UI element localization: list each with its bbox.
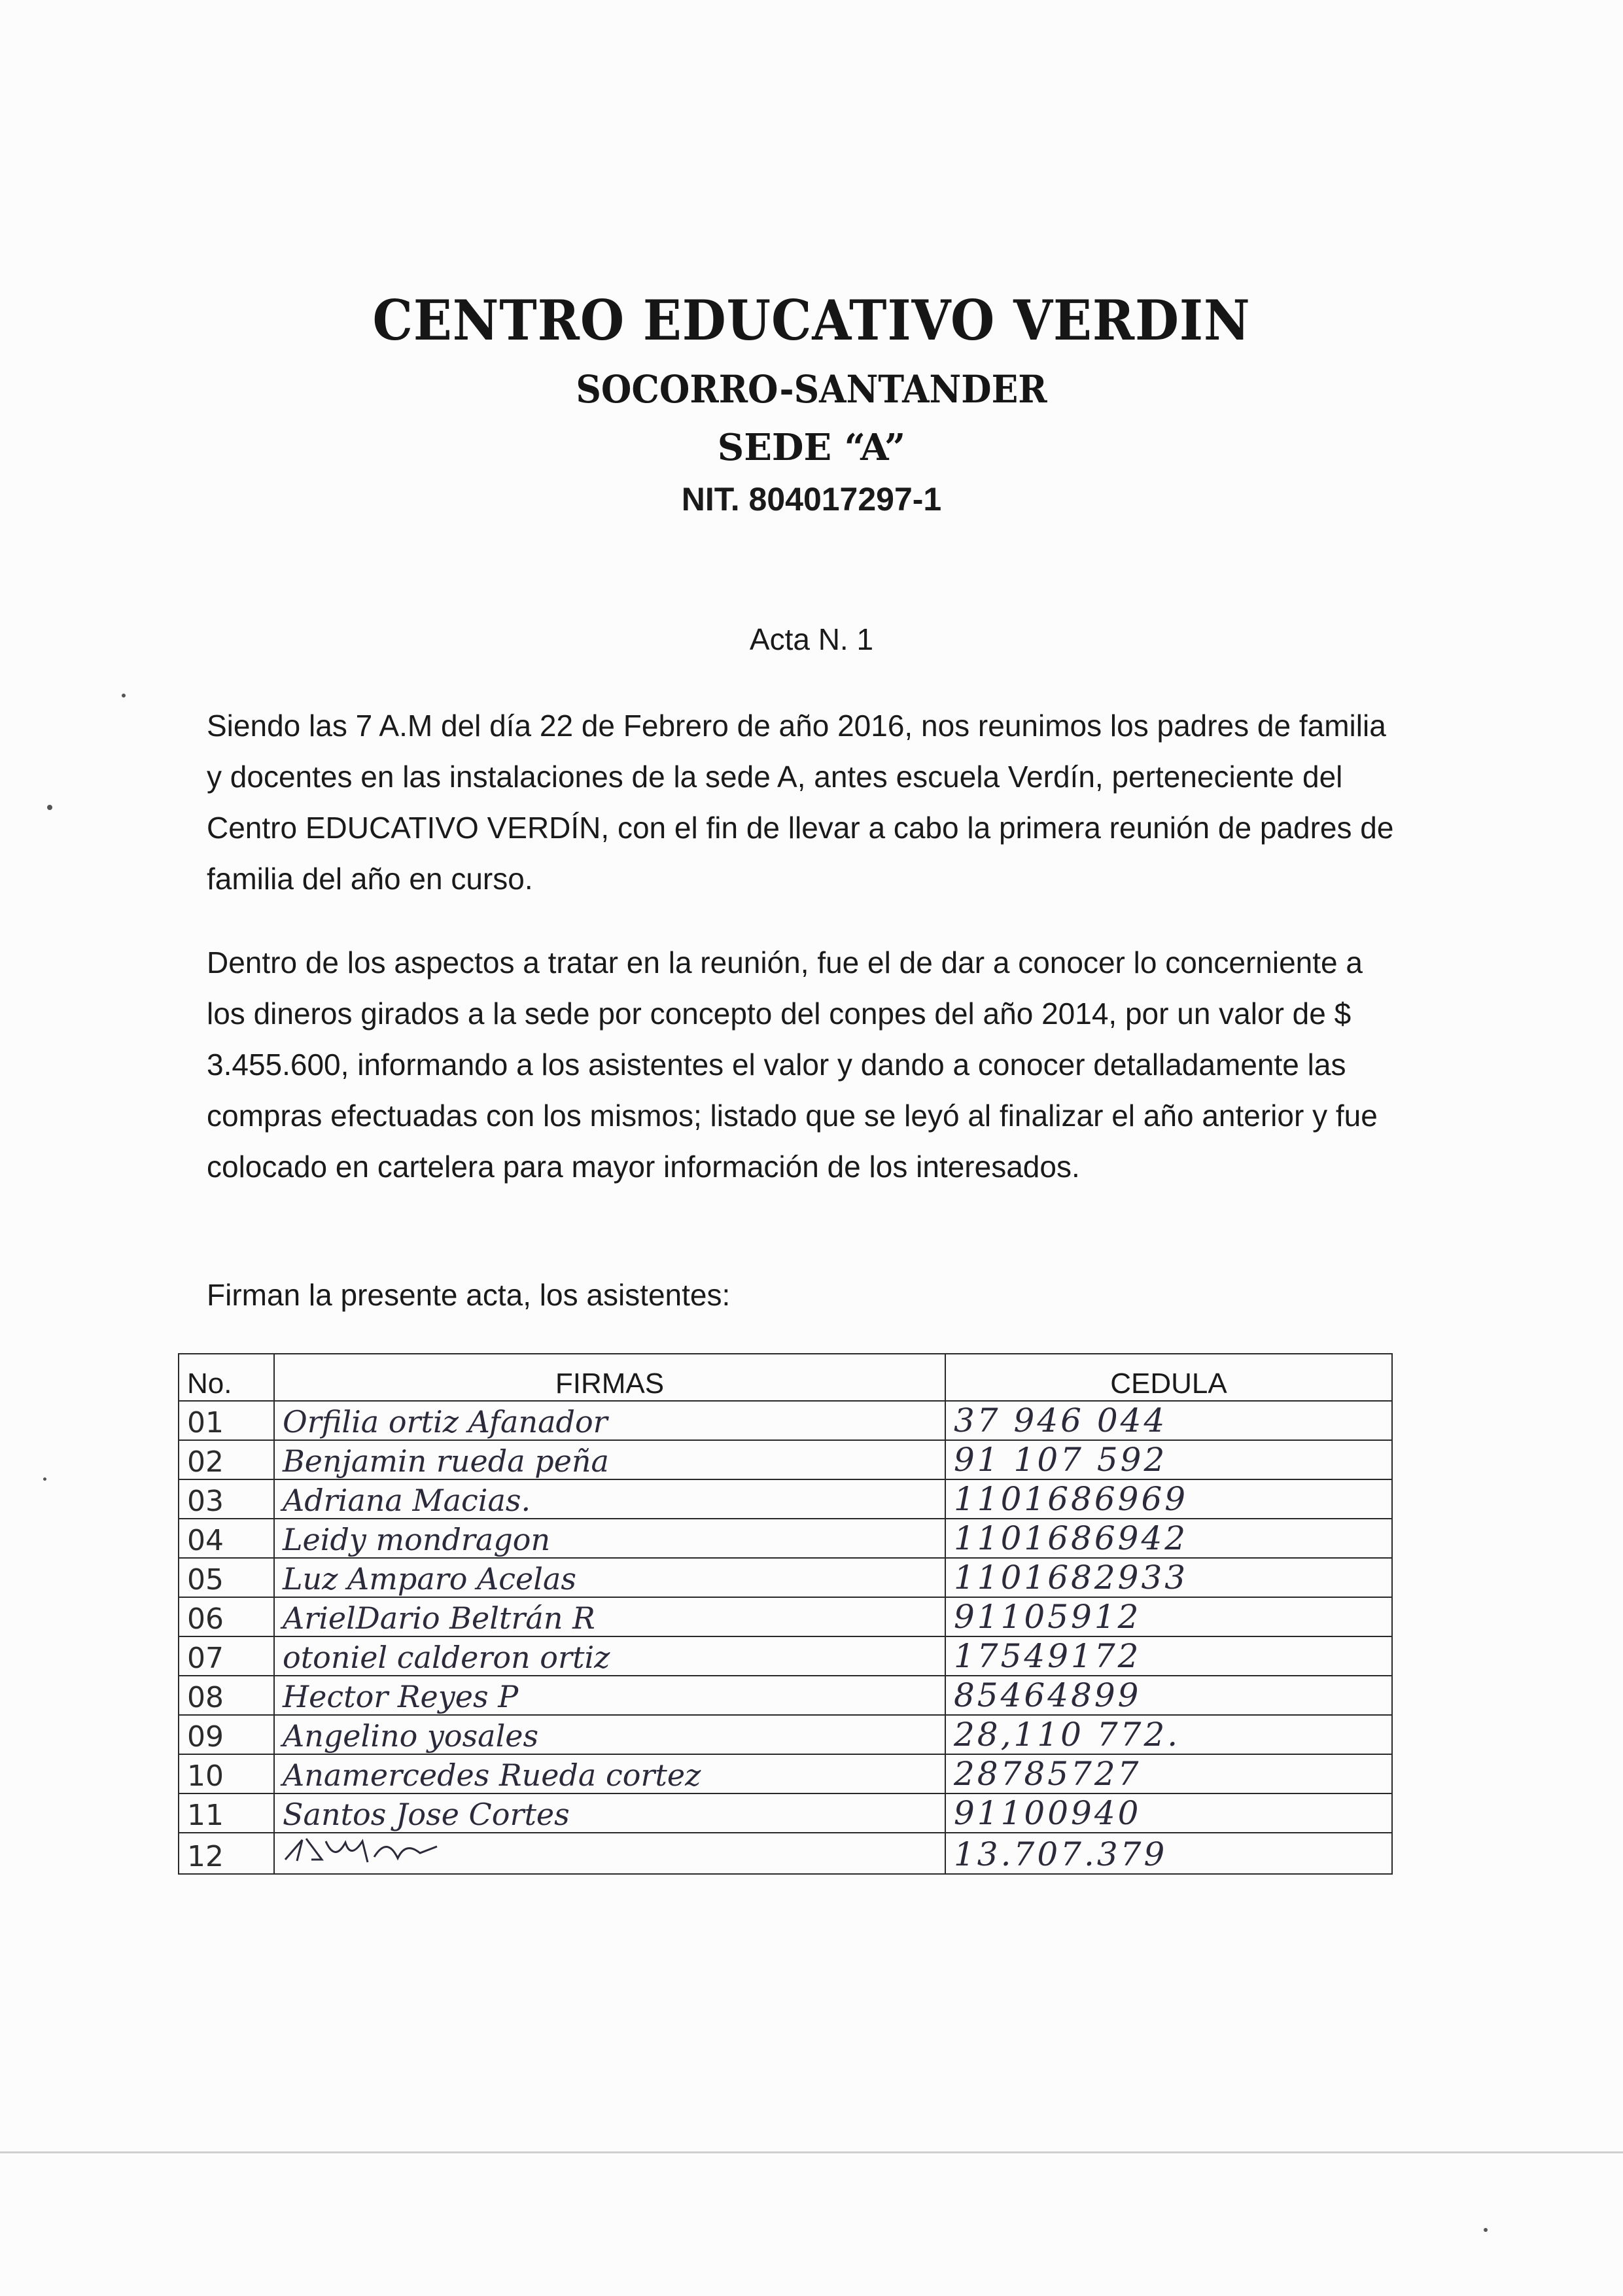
row-number: 09	[179, 1715, 274, 1754]
row-number: 12	[179, 1833, 274, 1874]
signature-cell: otoniel calderon ortiz	[274, 1636, 945, 1676]
institution-sede: SEDE “A”	[717, 426, 906, 469]
row-number: 04	[179, 1519, 274, 1558]
row-number: 02	[179, 1440, 274, 1479]
acta-title: Acta N. 1	[749, 622, 874, 656]
table-row	[179, 1754, 1392, 1793]
column-header-firmas: FIRMAS	[274, 1354, 945, 1401]
scan-speck	[43, 1477, 46, 1481]
row-number: 05	[179, 1558, 274, 1597]
cedula-cell: 1101686969	[945, 1479, 1392, 1519]
cedula-cell: 91105912	[945, 1597, 1392, 1636]
table-row	[179, 1833, 1392, 1874]
cedula-cell: 1101686942	[945, 1519, 1392, 1558]
row-number: 10	[179, 1754, 274, 1793]
table-row	[179, 1401, 1392, 1440]
institution-title: CENTRO EDUCATIVO VERDIN	[372, 288, 1251, 353]
table-header-row	[179, 1354, 1392, 1401]
document-header	[0, 281, 1623, 522]
scan-speck	[122, 694, 126, 698]
column-header-cedula: CEDULA	[945, 1354, 1392, 1401]
paragraph-meeting-intro: Siendo las 7 A.M del día 22 de Febrero de año 2016, nos reunimos los padres de familia y docentes en las instalaciones de la sede A, antes escuela Verdín, perteneciente del Centro EDUCATIVO VERDÍN, con el fin de llevar a cabo la primera reunión de padres de familia del año en curso.	[207, 709, 1394, 896]
cedula-cell: 13.707.379	[945, 1833, 1392, 1874]
column-header-no: No.	[179, 1354, 274, 1401]
signature-cell: Angelino yosales	[274, 1715, 945, 1754]
paragraph-signatures-intro: Firman la presente acta, los asistentes:	[207, 1278, 731, 1312]
table-row	[179, 1558, 1392, 1597]
table-row	[179, 1636, 1392, 1676]
cedula-cell: 1101682933	[945, 1558, 1392, 1597]
table-row	[179, 1479, 1392, 1519]
signature-cell: Hector Reyes P	[274, 1676, 945, 1715]
signature-cell: Adriana Macias.	[274, 1479, 945, 1519]
cedula-cell: 28,110 772.	[945, 1715, 1392, 1754]
cedula-cell: 28785727	[945, 1754, 1392, 1793]
signature-cell: Orfilia ortiz Afanador	[274, 1401, 945, 1440]
table-row	[179, 1597, 1392, 1636]
row-number: 03	[179, 1479, 274, 1519]
table-row	[179, 1676, 1392, 1715]
signature-cell: ArielDario Beltrán R	[274, 1597, 945, 1636]
signatures-table	[178, 1353, 1393, 1875]
paragraph-meeting-topics: Dentro de los aspectos a tratar en la reunión, fue el de dar a conocer lo concerniente a los dineros girados a la sede por concepto del conpes del año 2014, por un valor de $ 3.455.600, informando a los asistentes el valor y dando a conocer detalladamente las compras efectuadas con los mismos; listado que se leyó al finalizar el año anterior y fue colocado en cartelera para mayor información de los interesados.	[207, 945, 1378, 1184]
handwritten-signature-scribble	[283, 1833, 479, 1866]
table-row	[179, 1715, 1392, 1754]
institution-location: SOCORRO-SANTANDER	[576, 367, 1047, 412]
cedula-cell: 91100940	[945, 1793, 1392, 1833]
signature-cell: Santos Jose Cortes	[274, 1793, 945, 1833]
row-number: 08	[179, 1676, 274, 1715]
table-row	[179, 1519, 1392, 1558]
scan-speck	[1484, 2228, 1488, 2232]
row-number: 11	[179, 1793, 274, 1833]
table-row	[179, 1440, 1392, 1479]
signature-cell: Benjamin rueda peña	[274, 1440, 945, 1479]
row-number: 07	[179, 1636, 274, 1676]
signature-cell: Leidy mondragon	[274, 1519, 945, 1558]
cedula-cell: 91 107 592	[945, 1440, 1392, 1479]
cedula-cell: 85464899	[945, 1676, 1392, 1715]
row-number: 06	[179, 1597, 274, 1636]
signature-cell: Anamercedes Rueda cortez	[274, 1754, 945, 1793]
cedula-cell: 37 946 044	[945, 1401, 1392, 1440]
cedula-cell: 17549172	[945, 1636, 1392, 1676]
row-number: 01	[179, 1401, 274, 1440]
scan-speck	[47, 805, 52, 810]
table-row	[179, 1793, 1392, 1833]
institution-nit: NIT. 804017297-1	[681, 481, 942, 518]
signature-cell: Luz Amparo Acelas	[274, 1558, 945, 1597]
signature-cell	[274, 1833, 945, 1874]
scan-edge-line	[0, 2151, 1623, 2153]
